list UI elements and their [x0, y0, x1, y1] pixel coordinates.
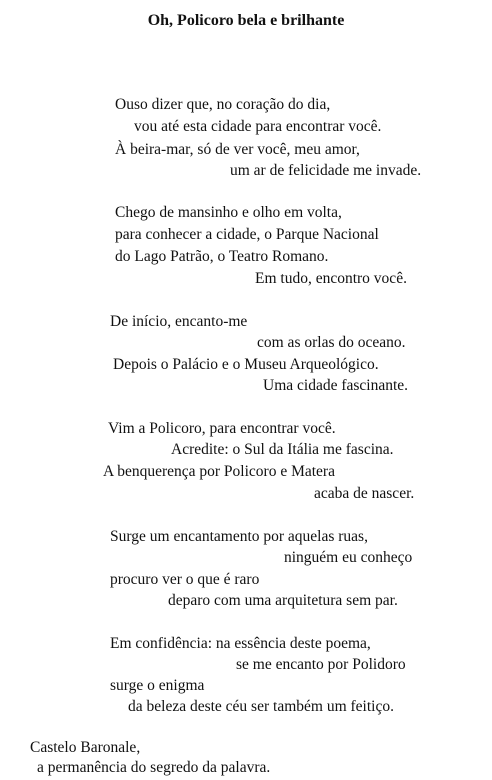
- poem-line: Surge um encantamento por aquelas ruas,: [110, 528, 368, 545]
- closing-line: a permanência do segredo da palavra.: [37, 759, 271, 776]
- poem-line: vou até esta cidade para encontrar você.: [134, 118, 382, 135]
- poem-line: Depois o Palácio e o Museu Arqueológico.: [113, 356, 379, 373]
- poem-line: da beleza deste céu ser também um feitiço.: [128, 698, 394, 715]
- poem-line: Vim a Policoro, para encontrar você.: [108, 420, 336, 437]
- poem-line: surge o enigma: [110, 677, 205, 694]
- poem-line: Acredite: o Sul da Itália me fascina.: [171, 441, 394, 458]
- poem-line: Em tudo, encontro você.: [255, 270, 407, 287]
- poem-line: Em confidência: na essência deste poema,: [110, 635, 371, 652]
- poem-line: Chego de mansinho e olho em volta,: [115, 204, 342, 221]
- poem-line: se me encanto por Polidoro: [236, 656, 406, 673]
- poem-title: Oh, Policoro bela e brilhante: [147, 12, 345, 29]
- poem-line: com as orlas do oceano.: [257, 334, 406, 351]
- poem-line: A benquerença por Policoro e Matera: [103, 463, 335, 480]
- closing-line: Castelo Baronale,: [30, 739, 141, 756]
- poem-line: deparo com uma arquitetura sem par.: [168, 592, 398, 609]
- poem-line: acaba de nascer.: [314, 485, 415, 502]
- poem-line: um ar de felicidade me invade.: [230, 162, 422, 179]
- poem-line: para conhecer a cidade, o Parque Nacional: [115, 226, 379, 243]
- poem-line: procuro ver o que é raro: [110, 571, 260, 588]
- poem-line: ninguém eu conheço: [284, 549, 413, 566]
- poem-line: De início, encanto-me: [110, 313, 248, 330]
- poem-line: do Lago Patrão, o Teatro Romano.: [115, 248, 329, 265]
- poem-line: À beira-mar, só de ver você, meu amor,: [115, 141, 360, 158]
- poem-line: Ouso dizer que, no coração do dia,: [115, 96, 331, 113]
- poem-line: Uma cidade fascinante.: [263, 377, 409, 394]
